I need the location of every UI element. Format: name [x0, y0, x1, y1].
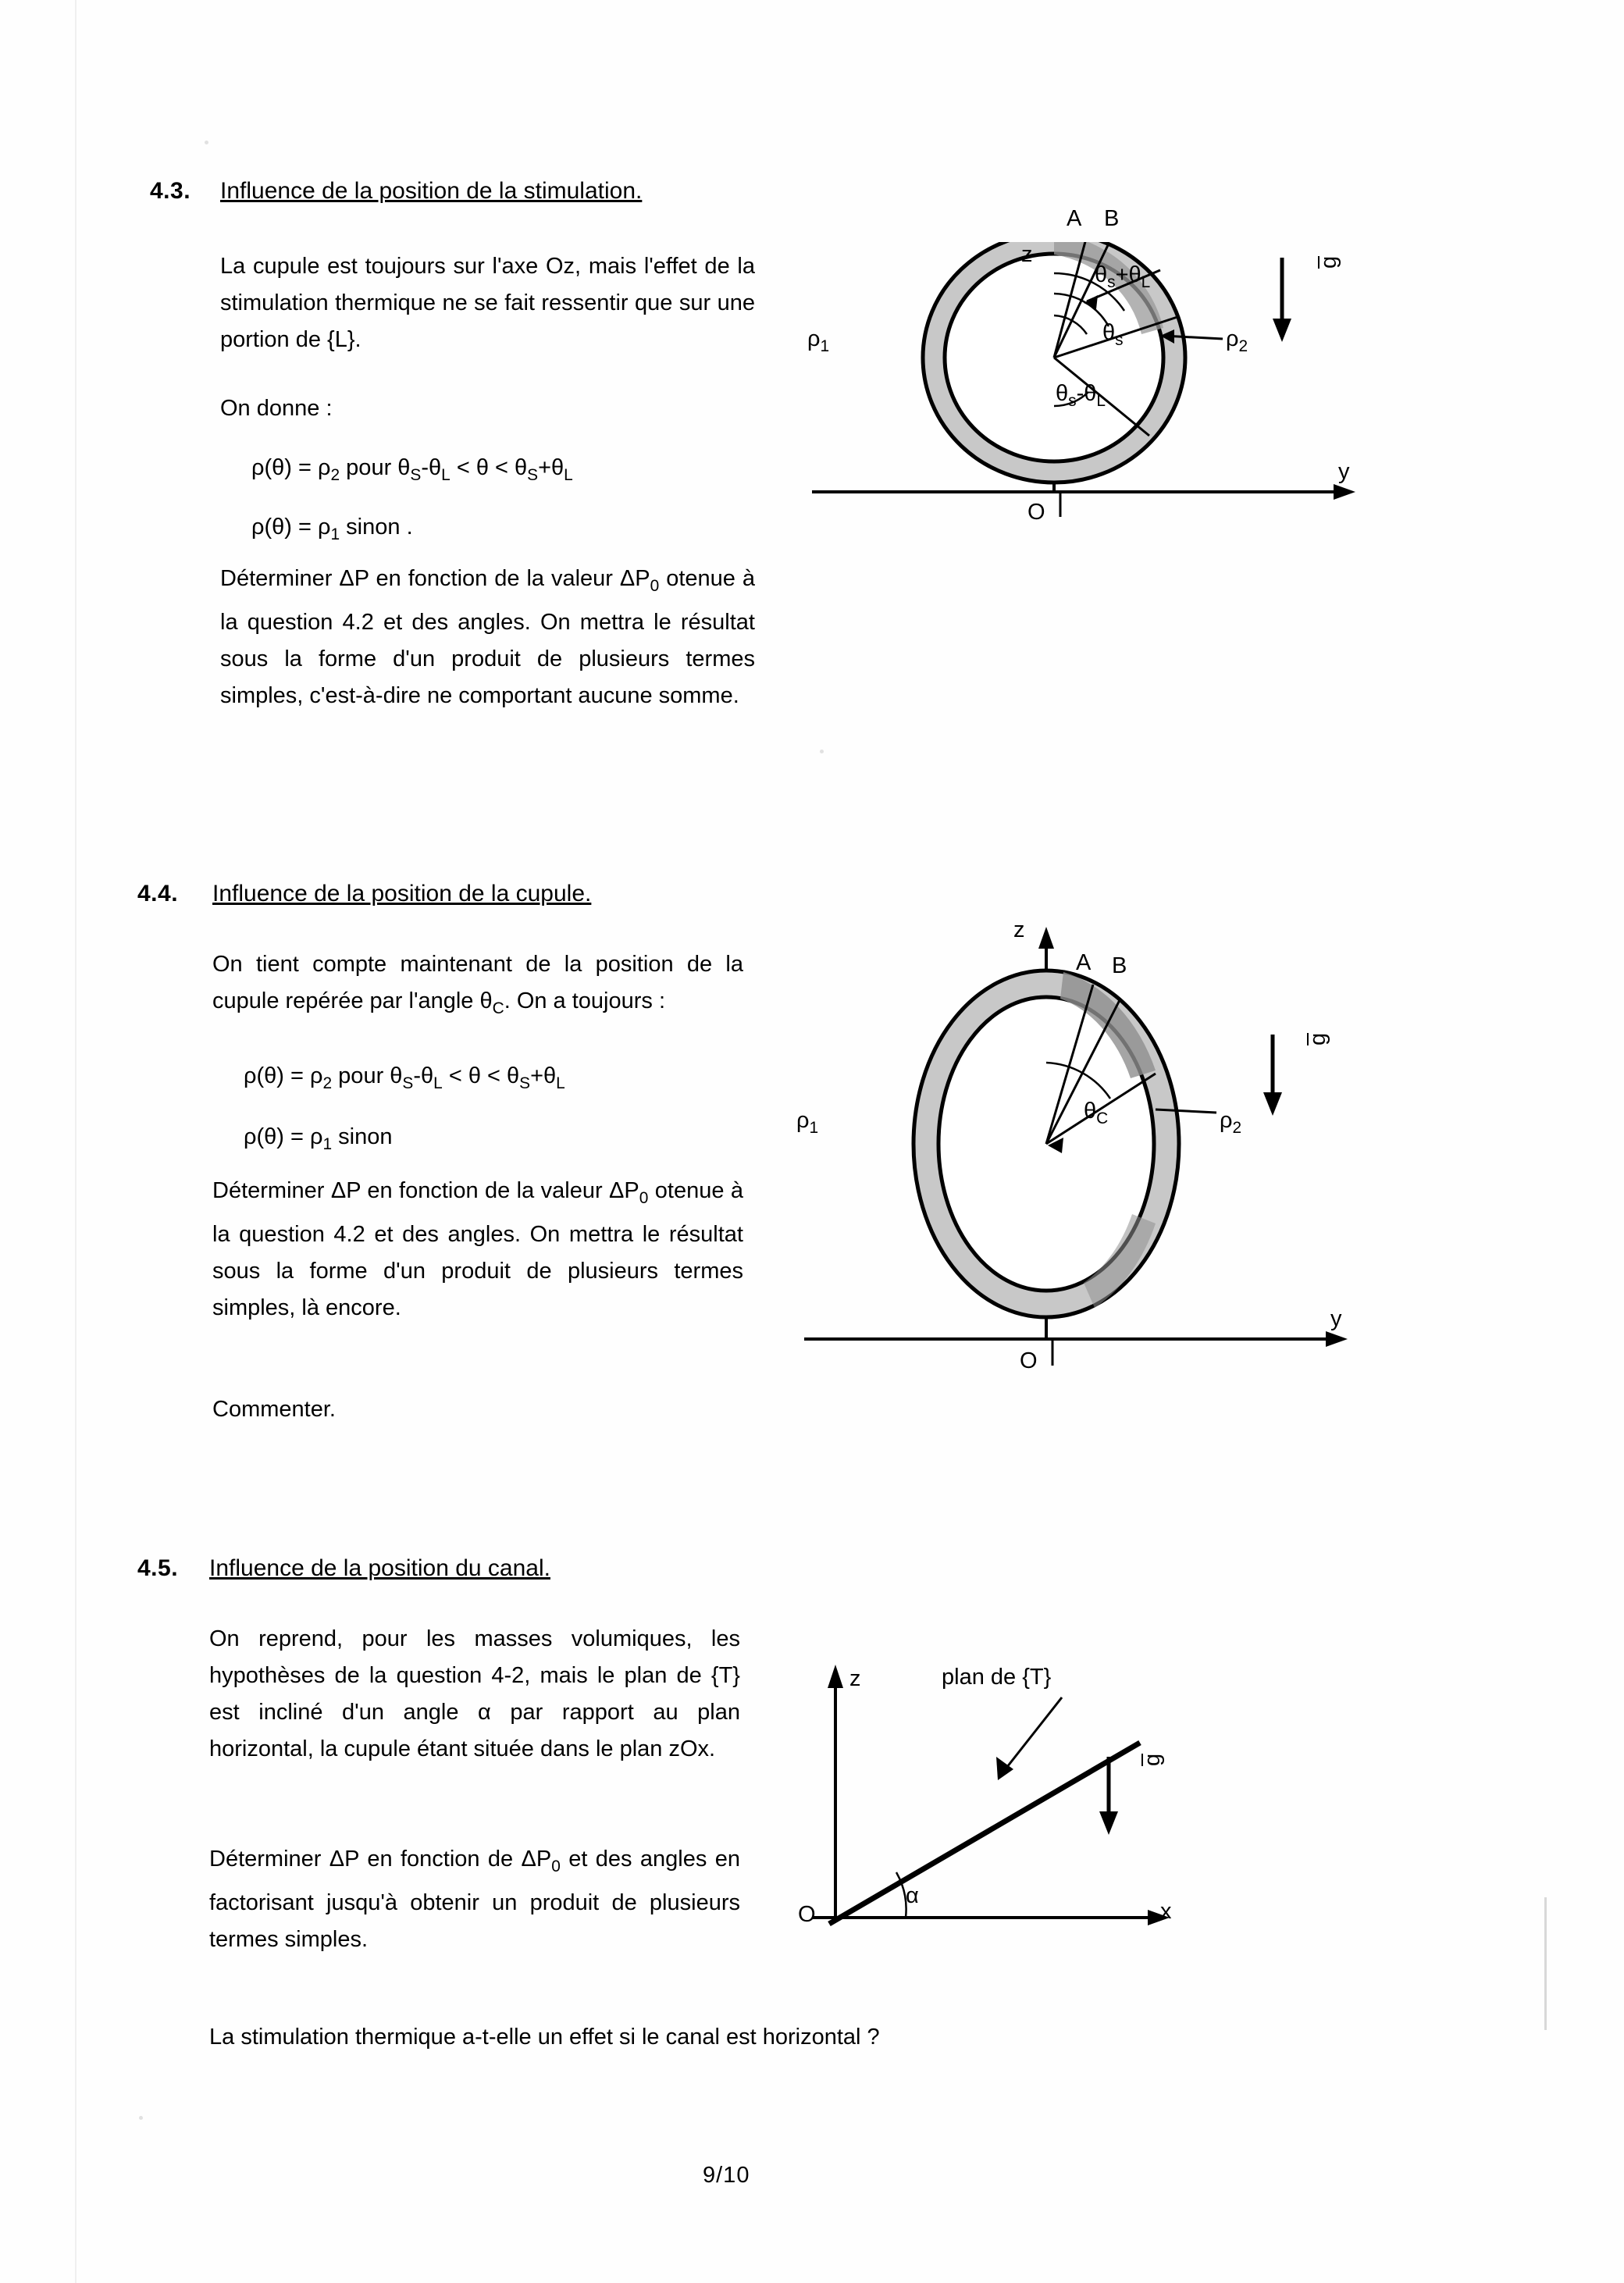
figure2-rho1-label: $\rho_1$	[796, 1108, 819, 1137]
figure2-point-a-label: A	[1076, 950, 1092, 975]
figure3-angle-label: α	[906, 1883, 919, 1908]
section-title-4-4: Influence de la position de la cupule.	[212, 881, 592, 906]
figure1-axis-y-label: y	[1338, 459, 1350, 484]
paragraph-4-3-determiner: Déterminer ΔP en fonction de la valeur $\Delta P_0$ otenue à la question 4.2 et des angles. On mettra le résultat sous la forme d'un produit de plusieurs termes simples, c'est-à-dire ne comportant aucune somme.	[220, 566, 755, 708]
figure1-gravity-label: g	[1316, 255, 1341, 269]
figure1-point-b-label: B	[1104, 206, 1120, 231]
figure1-angle-sum-label: $\theta_s+\theta_L$	[1095, 262, 1151, 291]
paragraph-4-5-determiner: Déterminer ΔP en fonction de $\Delta P_0$ et des angles en factorisant jusqu'à obtenir un produit de plusieurs termes simples.	[209, 1847, 740, 1952]
figure1-angle-diff-label: $\theta_s-\theta_L$	[1056, 381, 1106, 410]
equation-4-3-rho2: $\rho(\theta) = \rho_2$ pour $\theta_S-\theta_L < \theta < \theta_S+\theta_L$	[251, 455, 573, 484]
paragraph-4-4-intro: On tient compte maintenant de la position de la cupule repérée par l'angle $\theta_C$. On a toujours :	[212, 952, 743, 1017]
section-number-4-5: 4.5.	[137, 1555, 179, 1581]
figure3-gravity-label: g	[1140, 1753, 1165, 1766]
figure-cupule-position	[789, 917, 1366, 1401]
figure2-point-b-label: B	[1112, 953, 1127, 978]
equation-4-4-rho1: $\rho(\theta) = \rho_1$ sinon	[244, 1124, 393, 1153]
figure2-gravity-label: g	[1305, 1032, 1330, 1045]
scan-margin-line	[75, 0, 77, 2283]
page-footer: 9/10	[703, 2163, 750, 2188]
equation-4-4-rho2: $\rho(\theta) = \rho_2$ pour $\theta_S-\theta_L < \theta < \theta_S+\theta_L$	[244, 1063, 565, 1092]
paragraph-4-4-commenter: Commenter.	[212, 1397, 336, 1422]
figure2-origin-label: O	[1020, 1348, 1038, 1373]
scan-edge-line	[1544, 1897, 1547, 2030]
scan-speck	[139, 2116, 143, 2120]
equation-4-3-rho1: $\rho(\theta) = \rho_1$ sinon .	[251, 515, 413, 543]
paragraph-4-5-closing: La stimulation thermique a-t-elle un effet si le canal est horizontal ?	[209, 2025, 880, 2050]
section-number-4-4: 4.4.	[137, 881, 179, 906]
paragraph-4-4-determiner: Déterminer ΔP en fonction de la valeur $\Delta P_0$ otenue à la question 4.2 et des angles. On mettra le résultat sous la forme d'un produit de plusieurs termes simples, là encore.	[212, 1178, 743, 1320]
figure-inclined-plane	[789, 1647, 1366, 1960]
section-number-4-3: 4.3.	[150, 178, 191, 204]
figure1-point-a-label: A	[1067, 206, 1082, 231]
figure-stimulation-position	[796, 206, 1374, 726]
paragraph-4-3-on-donne: On donne :	[220, 396, 333, 421]
paragraph-4-3-intro: La cupule est toujours sur l'axe Oz, mais l'effet de la stimulation thermique ne se fait ressentir que sur une portion de {L}.	[220, 254, 755, 352]
figure3-plane-label: plan de {T}	[942, 1665, 1052, 1690]
figure1-angle-s-label: $\theta_s$	[1102, 320, 1124, 349]
figure2-axis-y-label: y	[1330, 1306, 1342, 1331]
figure3-origin-label: O	[798, 1902, 816, 1927]
section-title-4-3: Influence de la position de la stimulation.	[220, 178, 643, 204]
paragraph-4-5-intro: On reprend, pour les masses volumiques, les hypothèses de la question 4-2, mais le plan de {T} est incliné d'un angle α par rapport au plan horizontal, la cupule étant située dans le plan zOx.	[209, 1626, 740, 1761]
scan-speck	[820, 750, 824, 753]
figure1-rho1-label: $\rho_1$	[807, 326, 830, 355]
figure1-axis-z-label: z	[1021, 242, 1033, 267]
figure3-axis-x-label: x	[1160, 1899, 1172, 1924]
section-title-4-5: Influence de la position du canal.	[209, 1555, 550, 1581]
figure3-axis-z-label: z	[849, 1666, 861, 1691]
figure2-axis-z-label: z	[1013, 917, 1025, 942]
figure2-angle-c-label: $\theta_C$	[1084, 1099, 1109, 1127]
figure1-origin-label: O	[1027, 500, 1045, 525]
scan-speck	[205, 141, 208, 144]
figure2-rho2-label: $\rho_2$	[1220, 1108, 1242, 1137]
figure1-rho2-label: $\rho_2$	[1226, 326, 1248, 355]
